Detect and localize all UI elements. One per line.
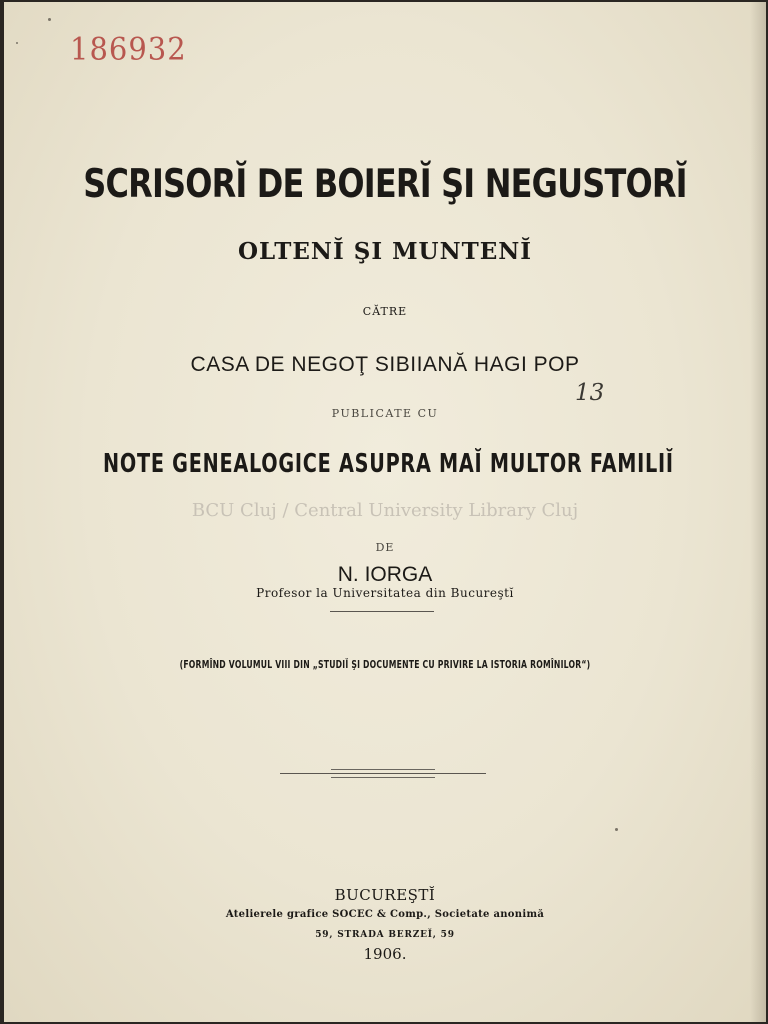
imprint-year: 1906. <box>363 945 407 963</box>
catre-label: CĂTRE <box>362 305 408 318</box>
imprint-address: 59, STRADA BERZEĬ, 59 <box>315 930 455 940</box>
author-title: Profesor la Universitatea din Bucureştĭ <box>256 586 514 600</box>
paper-speck <box>16 42 18 44</box>
title-page <box>4 2 766 1022</box>
library-stamp-number: 186932 <box>70 31 187 67</box>
paper-speck <box>615 828 618 831</box>
series-note: (FORMÎND VOLUMUL VIII DIN „STUDIĬ ŞI DOCUMENTE CU PRIVIRE LA ISTORIA ROMÎNILOR“) <box>179 658 591 671</box>
ornament-rule-short-bottom <box>331 777 435 778</box>
author-divider <box>330 611 434 612</box>
ornament-rule-long <box>280 773 486 774</box>
casa-line: CASA DE NEGOŢ SIBIIANĂ HAGI POP <box>190 353 580 376</box>
author-name: N. IORGA <box>337 563 433 586</box>
library-watermark: BCU Cluj / Central University Library Cluj <box>191 500 579 521</box>
imprint-printer: Atelierele grafice SOCEC & Comp., Societate anonimă <box>225 909 545 920</box>
handwritten-note: 13 <box>575 380 605 406</box>
book-subtitle: OLTENĬ ŞI MUNTENĬ <box>237 238 533 265</box>
publicate-label: PUBLICATE CU <box>331 407 439 420</box>
book-title: SCRISORĬ DE BOIERĬ ŞI NEGUSTORĬ <box>83 162 687 207</box>
genealogy-title: NOTE GENEALOGICE ASUPRA MAĬ MULTOR FAMILIĬ <box>103 449 674 479</box>
ornament-rule-short-top <box>331 769 435 770</box>
imprint-city: BUCUREŞTĬ <box>334 886 436 904</box>
de-label: DE <box>375 541 395 554</box>
paper-speck <box>48 18 51 21</box>
